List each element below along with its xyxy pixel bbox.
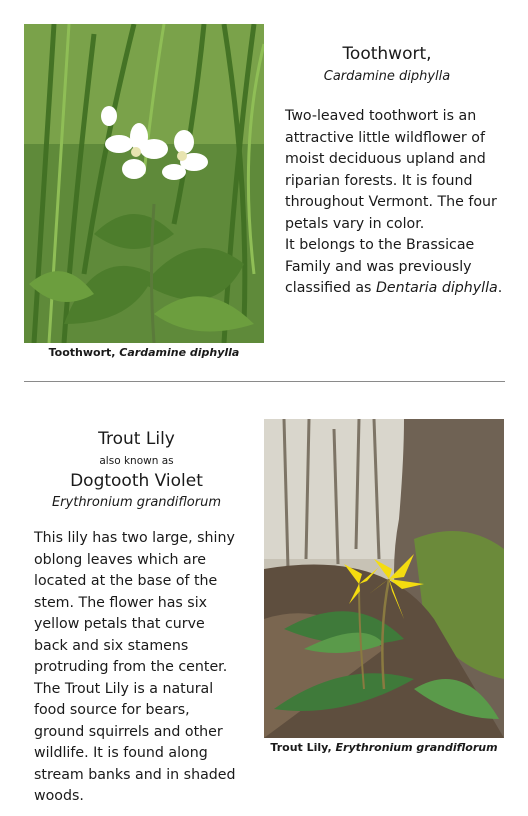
trout-lily-caption <box>264 741 504 754</box>
toothwort-title: Toothwort, <box>342 44 432 64</box>
toothwort-caption <box>24 346 264 359</box>
toothwort-description <box>285 106 507 300</box>
toothwort-caption-scientific: Cardamine diphylla <box>119 346 240 359</box>
trout-lily-caption-scientific: Erythronium grandiflorum <box>335 741 498 754</box>
toothwort-description-end: . <box>497 280 503 296</box>
toothwort-illustration <box>24 24 264 343</box>
toothwort-former-name: Dentaria diphylla <box>375 280 498 296</box>
toothwort-description-part1: Two-leaved toothwort is an attractive little wildflower of moist deciduous upland and riparian forests. It is found throughout Vermont. The four petals vary in color. <box>285 108 497 232</box>
trout-lily-caption-common: Trout Lily, <box>270 741 332 754</box>
toothwort-scientific-name: Cardamine diphylla <box>323 69 451 84</box>
trout-lily-title: Trout Lily <box>98 429 175 449</box>
toothwort-photo <box>24 24 264 343</box>
trout-lily-description: This lily has two large, shiny oblong leaves which are located at the base of the stem. The flower has six yellow petals that curve back and six stamens protruding from the center. The Trout Lily is a natural food source for bears, ground squirrels and other wildlife. It is found along stream banks and in shaded woods. <box>34 530 236 804</box>
toothwort-caption-common: Toothwort, <box>48 346 116 359</box>
trout-lily-aka: also known as <box>99 455 174 467</box>
trout-lily-scientific-name: Erythronium grandiflorum <box>51 495 222 510</box>
trout-lily-photo <box>264 419 504 738</box>
toothwort-description-part2: It belongs to the Brassicae Family and was previously classified as <box>285 237 475 296</box>
trout-lily-illustration <box>264 419 504 738</box>
trout-lily-alt-name: Dogtooth Violet <box>70 471 203 491</box>
section-divider <box>24 381 505 382</box>
